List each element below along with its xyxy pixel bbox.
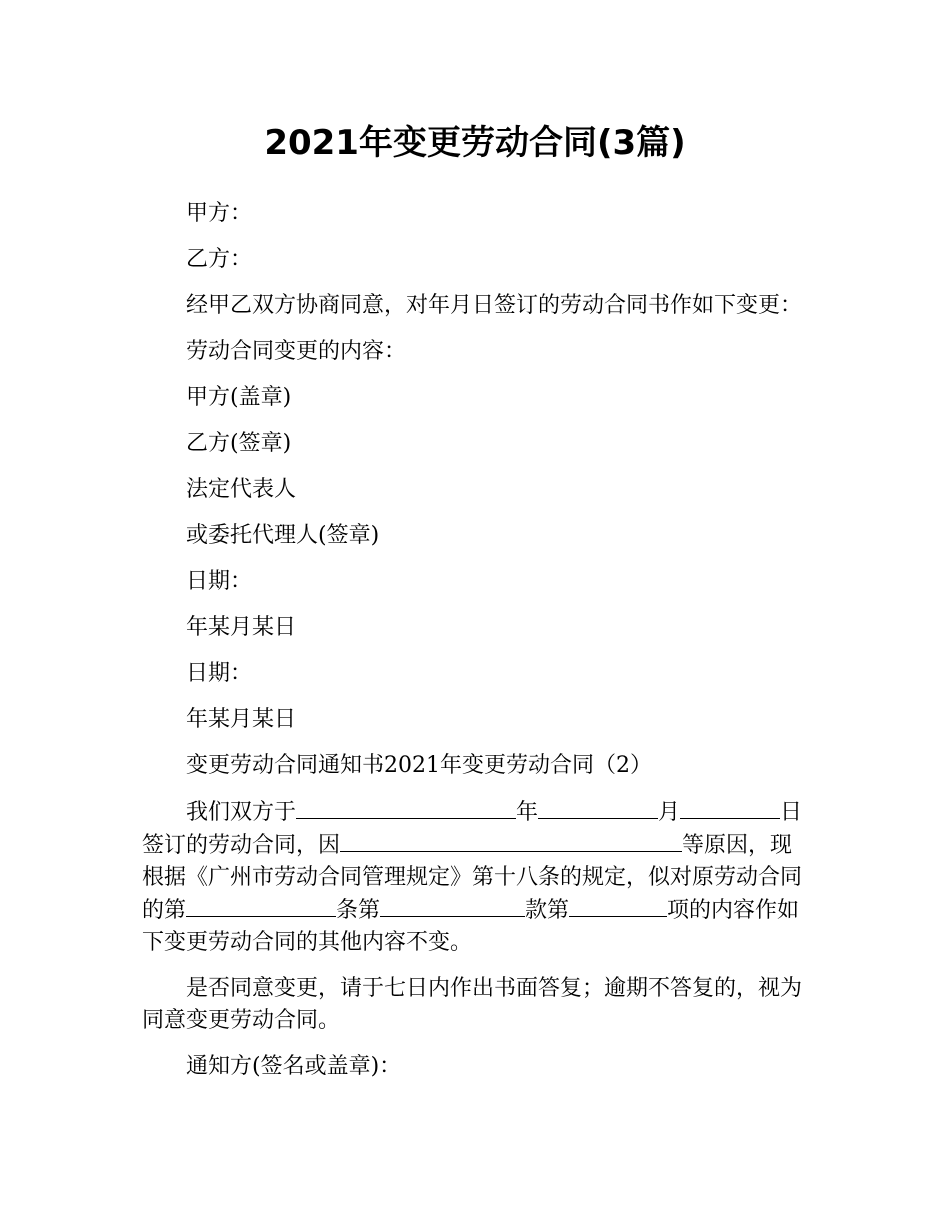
paragraph-notifier-signature: 通知方(签名或盖章)： (186, 1054, 402, 1079)
paragraph-party-a-seal: 甲方(盖章) (186, 385, 292, 410)
blank-field-reason (340, 829, 682, 852)
paragraph-change-content: 劳动合同变更的内容： (186, 339, 407, 364)
paragraph-date-2: 日期： (186, 661, 253, 686)
paragraph-legal-rep: 法定代表人 (186, 477, 297, 502)
paragraph-party-b: 乙方： (186, 247, 253, 272)
text-segment: 款第 (525, 898, 570, 923)
paragraph-agreement: 经甲乙双方协商同意，对年月日签订的劳动合同书作如下变更： (186, 293, 803, 318)
paragraph-notice-body (142, 796, 812, 959)
document-body (142, 198, 812, 1097)
paragraph-date-1: 日期： (186, 569, 253, 594)
blank-field-month (538, 796, 658, 819)
text-segment: 等原因，现根据《广州市劳动合同管理规定》第十八条的规定，似对原劳动合同的第 (142, 833, 803, 923)
text-segment: 年 (516, 800, 539, 825)
text-segment: 项的内容作如下变更劳动合同的其他内容不变。 (142, 898, 800, 955)
blank-field-article (186, 894, 336, 917)
text-segment: 日签订的劳动合同，因 (142, 800, 803, 858)
blank-field-year (296, 796, 516, 819)
text-segment: 条第 (336, 898, 381, 923)
paragraph-party-a: 甲方： (186, 201, 253, 226)
paragraph-party-b-seal: 乙方(签章) (186, 431, 292, 456)
paragraph-date-value-1: 年某月某日 (186, 615, 297, 640)
blank-field-day (680, 796, 780, 819)
paragraph-date-value-2: 年某月某日 (186, 707, 297, 732)
blank-field-item (569, 894, 667, 917)
blank-field-section (380, 894, 525, 917)
paragraph-reply-request: 是否同意变更，请于七日内作出书面答复；逾期不答复的，视为同意变更劳动合同。 (142, 976, 803, 1033)
paragraph-agent: 或委托代理人(签章) (186, 523, 380, 548)
text-segment: 月 (658, 800, 681, 825)
text-segment: 我们双方于 (186, 800, 297, 825)
document-title: 2021年变更劳动合同(3篇) (264, 123, 686, 163)
paragraph-notice-heading: 变更劳动合同通知书2021年变更劳动合同（2） (186, 753, 652, 778)
